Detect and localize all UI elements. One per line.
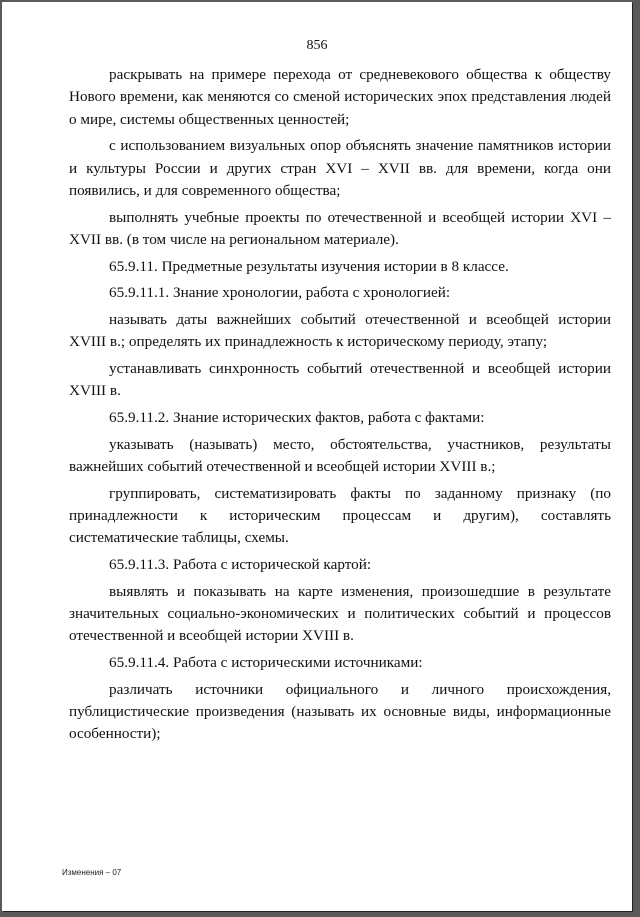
section-heading: 65.9.11. Предметные результаты изучения истории в 8 классе. xyxy=(109,257,509,275)
page-number: 856 xyxy=(306,38,328,53)
subsection-heading: 65.9.11.2. Знание исторических фактов, работа с фактами: xyxy=(109,409,485,426)
subsection-heading: 65.9.11.3. Работа с исторической картой: xyxy=(109,556,372,573)
paragraph: различать источники официального и личного происхождения, публицистические произведения (называть их основные виды, информационные особенности); xyxy=(69,680,611,743)
page-body xyxy=(69,64,611,750)
document-page xyxy=(2,2,632,911)
paragraph: называть даты важнейших событий отечественной и всеобщей истории XVIII в.; определять их принадлежность к историческому периоду, этапу; xyxy=(69,311,611,351)
subsection-heading: 65.9.11.1. Знание хронологии, работа с хронологией: xyxy=(109,284,451,302)
paragraph: с использованием визуальных опор объяснять значение памятников истории и культуры России и других стран XVI – XVII вв. для времени, когда они появились, и для современного общества; xyxy=(69,137,611,200)
paragraph: указывать (называть) место, обстоятельства, участников, результаты важнейших событий отечественной и всеобщей истории XVIII в.; xyxy=(69,435,611,475)
paragraph: раскрывать на примере перехода от средневекового общества к обществу Нового времени, как меняются со сменой исторических эпох представления людей о мире, системы общественных ценностей; xyxy=(69,66,611,128)
paragraph: выявлять и показывать на карте изменения, произошедшие в результате значительных социально-экономических и политических событий и процессов отечественной и всеобщей истории XVIII в. xyxy=(69,582,611,645)
paragraph: выполнять учебные проекты по отечественной и всеобщей истории XVI – XVII вв. (в том числе на региональном материале). xyxy=(69,208,611,249)
paragraph: группировать, систематизировать факты по заданному признаку (по принадлежности к историческим процессам и другим), составлять систематические таблицы, схемы. xyxy=(69,484,611,547)
paragraph: устанавливать синхронность событий отечественной и всеобщей истории XVIII в. xyxy=(69,360,611,400)
revision-footer: Изменения – 07 xyxy=(62,868,122,877)
subsection-heading: 65.9.11.4. Работа с историческими источниками: xyxy=(109,654,423,671)
